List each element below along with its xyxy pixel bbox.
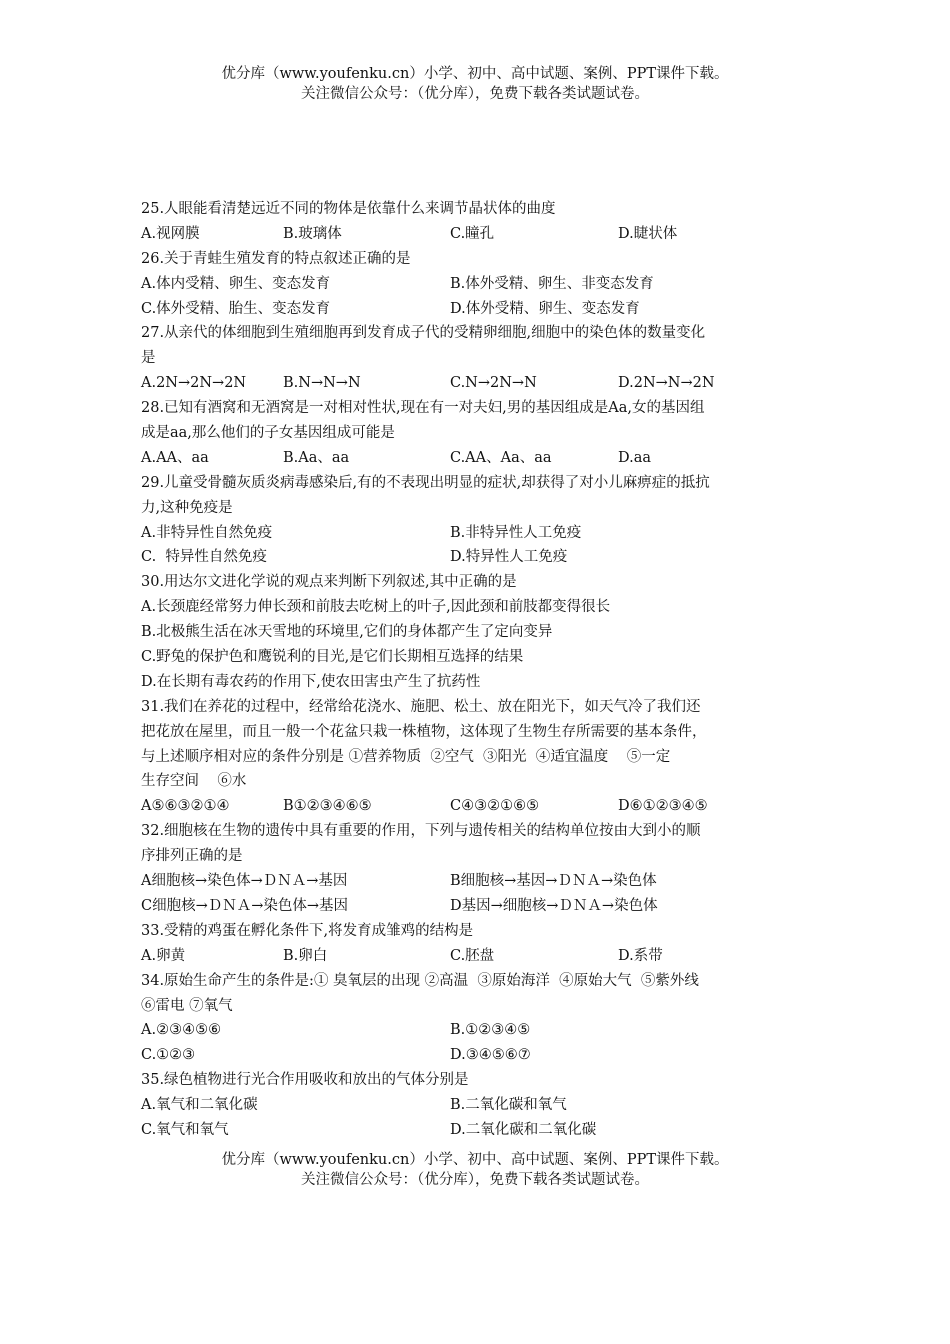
option-row (141, 371, 821, 396)
option-c: C.胚盘 (450, 947, 495, 964)
footer-line-1: 优分库（www.youfenku.cn）小学、初中、高中试题、案例、PPT课件下载。 (221, 1152, 729, 1168)
option-row (141, 272, 821, 297)
option-b: B.①②③④⑤ (450, 1022, 531, 1039)
option-a: A.氧气和二氧化碳 (141, 1097, 258, 1114)
option-a: A细胞核→染色体→ＤＮＡ→基因 (141, 873, 348, 890)
question-stem: 26.关于青蛙生殖发育的特点叙述正确的是 (141, 250, 411, 267)
option-row (141, 1018, 821, 1043)
option-a: A⑤⑥③②①④ (141, 798, 230, 815)
option-row (141, 894, 821, 919)
question-stem: 32.细胞核在生物的遗传中具有重要的作用，下列与遗传相关的结构单位按由大到小的顺 (141, 823, 701, 840)
question-stem: 30.用达尔文进化学说的观点来判断下列叙述,其中正确的是 (141, 574, 517, 591)
option-c: C.体外受精、胎生、变态发育 (141, 300, 331, 317)
option-c: C.①②③ (141, 1047, 196, 1064)
option-d: D.睫状体 (618, 225, 678, 242)
option-row (141, 794, 821, 819)
question-stem: 28.已知有酒窝和无酒窝是一对相对性状,现在有一对夫妇,男的基因组成是Aa,女的基因组 (141, 400, 705, 417)
question-stem: 33.受精的鸡蛋在孵化条件下,将发育成雏鸡的结构是 (141, 922, 474, 939)
question-stem-continued: 是 (141, 350, 156, 367)
option-row (141, 521, 821, 546)
option-a: A.视网膜 (141, 225, 200, 242)
question-stem: 25.人眼能看清楚远近不同的物体是依靠什么来调节晶状体的曲度 (141, 201, 556, 217)
option-b: B.体外受精、卵生、非变态发育 (450, 275, 654, 292)
option-b: B.二氧化碳和氧气 (450, 1097, 567, 1114)
option-row (141, 545, 821, 570)
option-b: B.非特异性人工免疫 (450, 524, 582, 541)
option-row (141, 446, 821, 471)
option-c: C.瞳孔 (450, 225, 495, 242)
option-d: D基因→细胞核→ＤＮＡ→染色体 (450, 897, 658, 914)
header-line-1: 优分库（www.youfenku.cn）小学、初中、高中试题、案例、PPT课件下载。 (221, 66, 729, 82)
option-d: D.二氧化碳和二氧化碳 (450, 1121, 597, 1138)
option-d: D.特异性人工免疫 (450, 549, 568, 566)
option-a: A.非特异性自然免疫 (141, 524, 273, 541)
option-b: B.北极熊生活在冰天雪地的环境里,它们的身体都产生了定向变异 (141, 624, 553, 641)
page-header (0, 64, 950, 104)
option-c: C④③②①⑥⑤ (450, 798, 540, 815)
option-row (141, 1043, 821, 1068)
option-c: C细胞核→ＤＮＡ→染色体→基因 (141, 897, 349, 914)
question-stem-continued: 力,这种免疫是 (141, 499, 233, 516)
option-b: B.N→N→N (283, 375, 361, 392)
question-stem-continued: 把花放在屋里，而且一般一个花盆只栽一株植物，这体现了生物生存所需要的基本条件， (141, 723, 707, 740)
header-line-2: 关注微信公众号：（优分库），免费下载各类试题试卷。 (301, 86, 649, 102)
option-row (141, 222, 821, 247)
question-stem: 29.儿童受骨髓灰质炎病毒感染后,有的不表现出明显的症状,却获得了对小儿麻痹症的抵抗 (141, 474, 710, 491)
option-d: D.2N→N→2N (618, 375, 715, 392)
option-b: B.卵白 (283, 947, 328, 964)
option-c: C.野兔的保护色和鹰锐利的目光,是它们长期相互选择的结果 (141, 649, 524, 666)
option-c: C.N→2N→N (450, 375, 537, 392)
question-stem: 35.绿色植物进行光合作用吸收和放出的气体分别是 (141, 1072, 469, 1089)
question-stem-continued: 序排列正确的是 (141, 848, 243, 865)
option-d: D.在长期有毒农药的作用下,使农田害虫产生了抗药性 (141, 673, 481, 690)
question-stem-continued: 生存空间 ⑥水 (141, 773, 247, 790)
option-row (141, 297, 821, 322)
footer-line-2: 关注微信公众号：（优分库），免费下载各类试题试卷。 (301, 1172, 649, 1188)
option-d: D⑥①②③④⑤ (618, 798, 708, 815)
option-b: B.玻璃体 (283, 225, 342, 242)
question-stem-continued: ⑥雷电 ⑦氧气 (141, 997, 233, 1014)
question-stem: 34.原始生命产生的条件是:① 臭氧层的出现 ②高温 ③原始海洋 ④原始大气 ⑤紫外线 (141, 972, 699, 989)
option-c: C.氧气和氧气 (141, 1121, 229, 1138)
option-row (141, 869, 821, 894)
option-row (141, 1118, 821, 1143)
question-list (141, 197, 821, 1143)
option-b: B.Aa、aa (283, 449, 350, 466)
option-d: D.系带 (618, 947, 663, 964)
question-stem: 27.从亲代的体细胞到生殖细胞再到发育成子代的受精卵细胞,细胞中的染色体的数量变化 (141, 325, 706, 342)
question-stem: 31.我们在养花的过程中，经常给花浇水、施肥、松土、放在阳光下，如天气冷了我们还 (141, 698, 701, 715)
option-a: A.长颈鹿经常努力伸长颈和前肢去吃树上的叶子,因此颈和前肢都变得很长 (141, 599, 611, 616)
option-d: D.aa (618, 449, 652, 466)
option-row (141, 1093, 821, 1118)
question-stem-continued: 成是aa,那么他们的子女基因组成可能是 (141, 425, 395, 442)
option-a: A.体内受精、卵生、变态发育 (141, 275, 331, 292)
option-d: D.体外受精、卵生、变态发育 (450, 300, 640, 317)
option-a: A.卵黄 (141, 947, 186, 964)
option-d: D.③④⑤⑥⑦ (450, 1047, 531, 1064)
option-c: C. 特异性自然免疫 (141, 549, 267, 566)
question-stem-continued: 与上述顺序相对应的条件分别是 ①营养物质 ②空气 ③阳光 ④适宜温度 ⑤一定 (141, 748, 671, 765)
option-b: B细胞核→基因→ＤＮＡ→染色体 (450, 873, 657, 890)
option-a: A.②③④⑤⑥ (141, 1022, 222, 1039)
option-a: A.2N→2N→2N (141, 375, 247, 392)
option-row (141, 944, 821, 969)
option-c: C.AA、Aa、aa (450, 449, 552, 466)
option-a: A.AA、aa (141, 449, 209, 466)
page-footer (0, 1150, 950, 1190)
option-b: B①②③④⑥⑤ (283, 798, 372, 815)
